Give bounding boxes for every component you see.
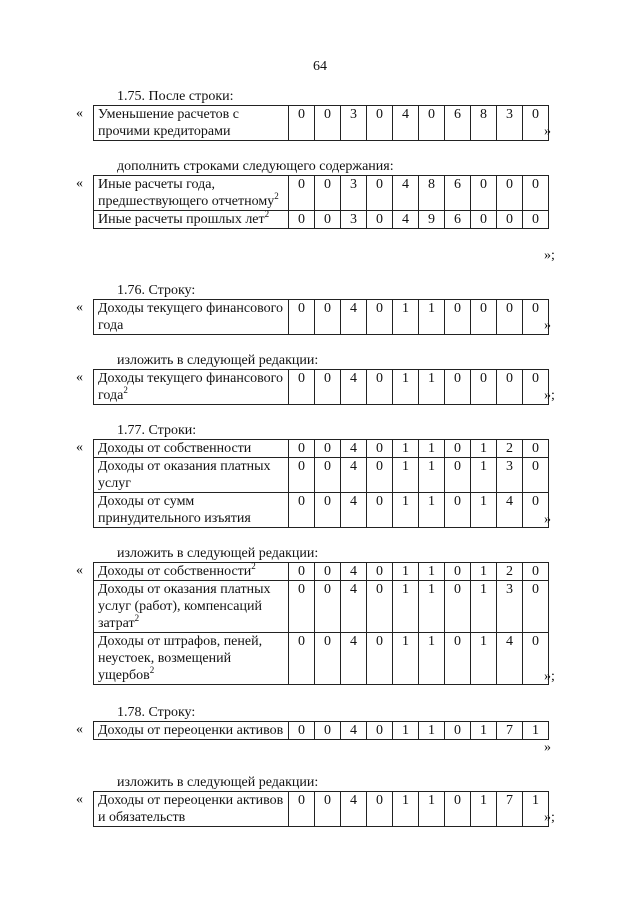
quote-close: »	[544, 512, 551, 527]
code-digit: 0	[367, 493, 393, 528]
row-label	[94, 300, 289, 335]
row-label	[94, 563, 289, 581]
code-digit: 1	[393, 370, 419, 405]
section-1-76-subheading: изложить в следующей редакции:	[117, 353, 319, 368]
code-digit: 0	[419, 106, 445, 141]
code-digit: 0	[289, 493, 315, 528]
code-digit: 1	[393, 633, 419, 685]
code-digit: 1	[393, 458, 419, 493]
code-digit: 0	[367, 792, 393, 827]
table-row	[94, 493, 549, 528]
code-digit: 1	[471, 792, 497, 827]
row-label	[94, 633, 289, 685]
code-digit: 4	[393, 176, 419, 211]
code-digit: 8	[471, 106, 497, 141]
row-label-text: Доходы от сумм принудительного изъятия	[98, 494, 251, 526]
code-digit: 0	[445, 722, 471, 740]
section-1-76-heading: 1.76. Строку:	[117, 283, 196, 298]
code-digit: 0	[289, 633, 315, 685]
row-label	[94, 211, 289, 229]
code-digit: 0	[367, 370, 393, 405]
code-digit: 4	[341, 300, 367, 335]
code-digit: 0	[523, 458, 549, 493]
table-row	[94, 633, 549, 685]
code-table	[93, 791, 549, 827]
code-digit: 0	[315, 440, 341, 458]
code-digit: 0	[523, 106, 549, 141]
code-digit: 0	[523, 633, 549, 685]
section-1-78-heading: 1.78. Строку:	[117, 705, 196, 720]
row-label	[94, 493, 289, 528]
code-digit: 1	[393, 563, 419, 581]
code-digit: 0	[367, 633, 393, 685]
table-row	[94, 440, 549, 458]
code-digit: 3	[497, 581, 523, 633]
quote-open: «	[76, 440, 83, 455]
code-digit: 7	[497, 722, 523, 740]
footnote-marker: 2	[251, 561, 256, 571]
code-digit: 0	[315, 581, 341, 633]
footnote-marker: 2	[134, 613, 140, 623]
table-row	[94, 722, 549, 740]
code-digit: 1	[419, 370, 445, 405]
code-digit: 4	[341, 792, 367, 827]
code-digit: 1	[419, 300, 445, 335]
code-digit: 1	[419, 722, 445, 740]
row-label-text: Доходы от переоценки активов и обязательств	[98, 793, 284, 825]
code-digit: 4	[497, 633, 523, 685]
code-digit: 1	[523, 722, 549, 740]
code-digit: 0	[315, 300, 341, 335]
row-label-text: Доходы от оказания платных услуг (работ), компенсаций затрат	[98, 582, 271, 631]
quote-close: »	[544, 318, 551, 333]
code-digit: 0	[289, 458, 315, 493]
row-label-text: Уменьшение расчетов с прочими кредиторами	[98, 107, 239, 139]
row-label	[94, 458, 289, 493]
code-digit: 0	[497, 370, 523, 405]
code-digit: 1	[393, 300, 419, 335]
quote-open: «	[76, 370, 83, 385]
code-digit: 1	[393, 792, 419, 827]
table-row	[94, 458, 549, 493]
code-digit: 0	[523, 563, 549, 581]
code-digit: 1	[419, 458, 445, 493]
code-digit: 4	[393, 211, 419, 229]
code-digit: 0	[315, 792, 341, 827]
row-label-text: Доходы от собственности	[98, 564, 252, 579]
code-digit: 0	[315, 493, 341, 528]
code-digit: 4	[341, 633, 367, 685]
code-digit: 1	[419, 633, 445, 685]
code-digit: 0	[289, 176, 315, 211]
code-digit: 0	[367, 458, 393, 493]
code-table	[93, 105, 549, 141]
table-row	[94, 176, 549, 211]
code-digit: 0	[315, 106, 341, 141]
code-digit: 0	[445, 792, 471, 827]
code-digit: 0	[367, 106, 393, 141]
quote-close: »;	[544, 669, 555, 684]
code-digit: 4	[497, 493, 523, 528]
row-label-text: Доходы от переоценки активов	[98, 723, 284, 738]
code-digit: 0	[289, 211, 315, 229]
row-label-text: Иные расчеты года, предшествующего отчетному	[98, 177, 275, 209]
code-digit: 4	[341, 563, 367, 581]
code-digit: 1	[393, 440, 419, 458]
code-digit: 0	[523, 211, 549, 229]
table-row	[94, 211, 549, 229]
code-table	[93, 369, 549, 405]
section-1-77-heading: 1.77. Строки:	[117, 423, 197, 438]
code-digit: 0	[445, 370, 471, 405]
code-digit: 1	[471, 458, 497, 493]
quote-open: «	[76, 563, 83, 578]
code-digit: 0	[367, 440, 393, 458]
code-digit: 1	[393, 581, 419, 633]
code-digit: 2	[497, 563, 523, 581]
row-label	[94, 581, 289, 633]
code-digit: 0	[367, 211, 393, 229]
code-table	[93, 439, 549, 528]
code-table	[93, 721, 549, 740]
code-digit: 0	[289, 106, 315, 141]
code-digit: 0	[289, 563, 315, 581]
code-digit: 0	[289, 300, 315, 335]
code-digit: 0	[315, 458, 341, 493]
section-1-75-heading: 1.75. После строки:	[117, 89, 234, 104]
code-digit: 1	[471, 493, 497, 528]
table-row	[94, 370, 549, 405]
code-digit: 0	[497, 211, 523, 229]
footnote-marker: 2	[123, 385, 128, 395]
code-digit: 1	[471, 633, 497, 685]
quote-close: »;	[544, 810, 555, 825]
row-label	[94, 370, 289, 405]
code-digit: 4	[341, 370, 367, 405]
code-digit: 0	[523, 176, 549, 211]
code-digit: 0	[445, 440, 471, 458]
row-label	[94, 106, 289, 141]
code-table	[93, 562, 549, 685]
quote-open: «	[76, 106, 83, 121]
code-digit: 4	[341, 722, 367, 740]
footnote-marker: 2	[264, 209, 270, 219]
row-label-text: Доходы текущего финансового года	[98, 301, 284, 333]
code-digit: 0	[471, 300, 497, 335]
row-label-text: Иные расчеты прошлых лет	[98, 212, 265, 227]
code-digit: 1	[471, 722, 497, 740]
code-digit: 3	[341, 211, 367, 229]
code-digit: 0	[445, 493, 471, 528]
code-digit: 4	[341, 581, 367, 633]
footnote-marker: 2	[274, 191, 279, 201]
code-digit: 3	[341, 176, 367, 211]
code-digit: 0	[445, 563, 471, 581]
code-digit: 0	[315, 370, 341, 405]
code-digit: 0	[289, 370, 315, 405]
section-1-78-subheading: изложить в следующей редакции:	[117, 775, 319, 790]
code-digit: 0	[315, 722, 341, 740]
code-digit: 0	[471, 370, 497, 405]
page-number: 64	[313, 59, 327, 74]
code-digit: 0	[367, 722, 393, 740]
code-digit: 7	[497, 792, 523, 827]
table-row	[94, 792, 549, 827]
quote-close: »;	[544, 388, 555, 403]
quote-open: «	[76, 722, 83, 737]
code-table	[93, 299, 549, 335]
table-row	[94, 300, 549, 335]
code-digit: 0	[289, 581, 315, 633]
row-label	[94, 792, 289, 827]
code-digit: 3	[341, 106, 367, 141]
code-digit: 1	[393, 722, 419, 740]
code-digit: 0	[367, 581, 393, 633]
code-digit: 0	[315, 633, 341, 685]
row-label	[94, 440, 289, 458]
quote-open: «	[76, 792, 83, 807]
code-digit: 4	[341, 440, 367, 458]
code-digit: 0	[367, 563, 393, 581]
code-digit: 6	[445, 106, 471, 141]
row-label-text: Доходы от оказания платных услуг	[98, 459, 271, 491]
code-digit: 1	[419, 581, 445, 633]
row-label	[94, 722, 289, 740]
quote-close: »;	[544, 248, 555, 263]
code-digit: 3	[497, 458, 523, 493]
code-digit: 1	[471, 440, 497, 458]
code-digit: 0	[315, 211, 341, 229]
code-digit: 1	[523, 792, 549, 827]
code-digit: 6	[445, 176, 471, 211]
code-digit: 9	[419, 211, 445, 229]
code-digit: 0	[289, 722, 315, 740]
row-label-text: Доходы текущего финансового года	[98, 371, 284, 403]
code-digit: 1	[471, 581, 497, 633]
row-label	[94, 176, 289, 211]
code-digit: 3	[497, 106, 523, 141]
code-digit: 0	[367, 176, 393, 211]
code-digit: 2	[497, 440, 523, 458]
code-table	[93, 175, 549, 229]
code-digit: 0	[523, 493, 549, 528]
code-digit: 4	[341, 493, 367, 528]
code-digit: 1	[471, 563, 497, 581]
row-label-text: Доходы от штрафов, пеней, неустоек, возмещений ущербов	[98, 634, 263, 683]
section-1-75-subheading: дополнить строками следующего содержания:	[117, 159, 394, 174]
row-label-text: Доходы от собственности	[98, 441, 252, 456]
code-digit: 1	[419, 792, 445, 827]
code-digit: 1	[419, 440, 445, 458]
footnote-marker: 2	[149, 665, 155, 675]
table-row	[94, 581, 549, 633]
code-digit: 0	[523, 440, 549, 458]
code-digit: 4	[341, 458, 367, 493]
code-digit: 0	[315, 176, 341, 211]
code-digit: 4	[393, 106, 419, 141]
code-digit: 0	[523, 370, 549, 405]
code-digit: 0	[289, 792, 315, 827]
code-digit: 0	[471, 211, 497, 229]
quote-close: »	[544, 124, 551, 139]
section-1-77-subheading: изложить в следующей редакции:	[117, 546, 319, 561]
code-digit: 0	[445, 300, 471, 335]
code-digit: 1	[419, 493, 445, 528]
quote-open: «	[76, 176, 83, 191]
code-digit: 6	[445, 211, 471, 229]
code-digit: 0	[315, 563, 341, 581]
code-digit: 0	[523, 300, 549, 335]
code-digit: 1	[419, 563, 445, 581]
quote-close: »	[544, 740, 551, 755]
code-digit: 0	[289, 440, 315, 458]
code-digit: 0	[523, 581, 549, 633]
code-digit: 0	[445, 458, 471, 493]
code-digit: 1	[393, 493, 419, 528]
table-row	[94, 563, 549, 581]
code-digit: 0	[367, 300, 393, 335]
code-digit: 8	[419, 176, 445, 211]
code-digit: 0	[471, 176, 497, 211]
code-digit: 0	[445, 581, 471, 633]
code-digit: 0	[445, 633, 471, 685]
code-digit: 0	[497, 300, 523, 335]
code-digit: 0	[497, 176, 523, 211]
quote-open: «	[76, 300, 83, 315]
table-row	[94, 106, 549, 141]
